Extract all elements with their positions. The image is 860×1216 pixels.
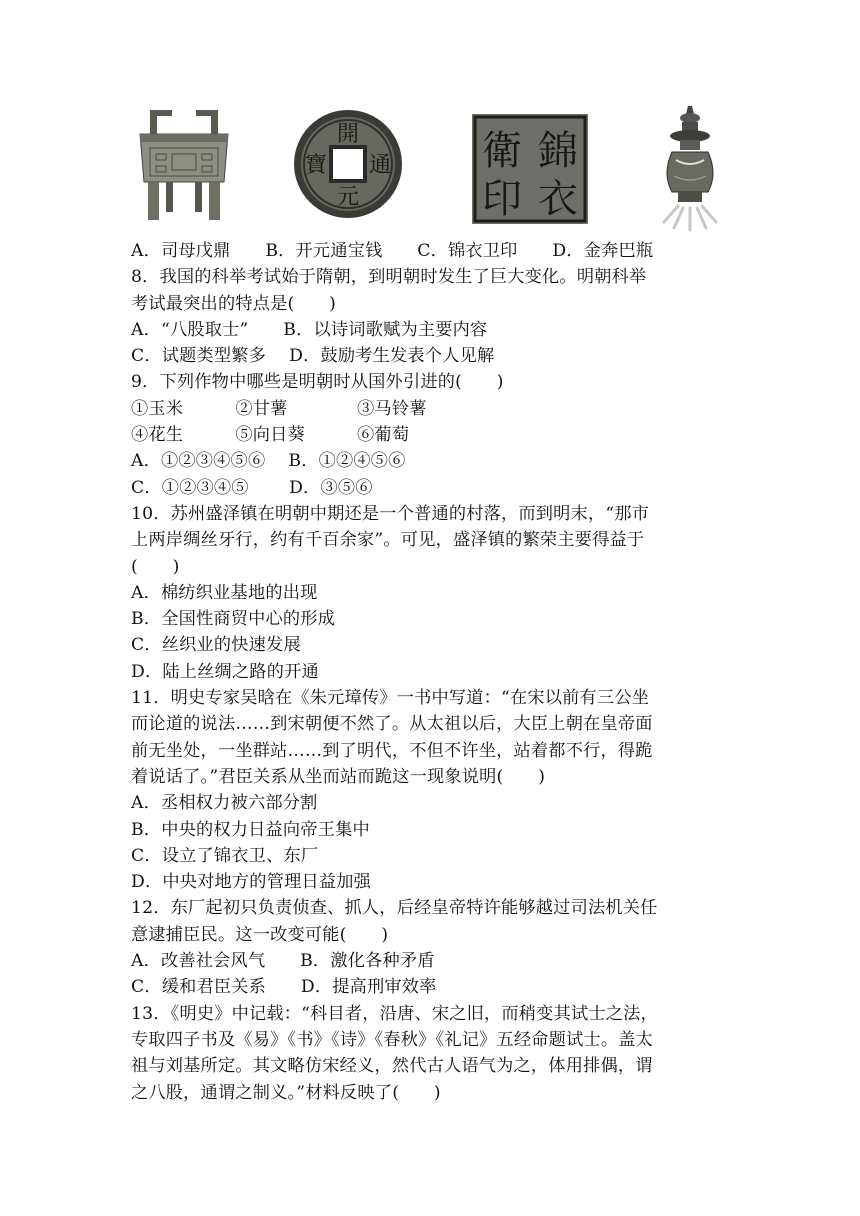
artifact-images [0,104,860,236]
coin-char-top: 開 [336,122,360,147]
text-line: 13．《明史》中记载：“科目者，沿唐、宋之旧，而稍变其试士之法， [131,1003,658,1024]
text-line: 前无坐处，一坐群站……到了明代，不但不许坐，站着都不行，得跪 [131,740,653,761]
text-line: A．丞相权力被六部分割 [131,793,318,814]
text-line: 8．我国的科举考试始于隋朝，到明朝时发生了巨大变化。明朝科举 [131,267,647,288]
kaiyuan-coin-image [292,108,404,220]
text-line: 考试最突出的特点是( ) [131,293,337,314]
text-line: D．中央对地方的管理日益加强 [131,872,372,893]
seal-char-2: 衣 [538,176,578,222]
q7-options: A．司母戊鼎 B．开元通宝钱 C．锦衣卫印 D．金奔巴瓶 [131,241,654,261]
text-line: A．“八股取士” B．以诗词歌赋为主要内容 [131,319,488,340]
text-line: ( ) [131,556,180,577]
seal-char-1: 錦 [538,128,578,174]
text-line: ④花生 ⑤向日葵 ⑥葡萄 [131,425,410,446]
question-text [131,238,731,1106]
question-lines [131,264,731,1106]
seal-char-3: 衛 [482,128,522,174]
text-line: A．棉纺织业基地的出现 [131,582,318,603]
text-line: 11．明史专家吴晗在《朱元璋传》一书中写道：“在宋以前有三公坐 [131,688,650,709]
text-line: B．中央的权力日益向帝王集中 [131,819,370,840]
text-line: 上两岸绸丝牙行，约有千百余家”。可见，盛泽镇的繁荣主要得益于 [131,530,645,551]
text-line: 而论道的说法……到宋朝便不然了。从太祖以后，大臣上朝在皇帝面 [131,714,653,735]
coin-char-left: 寶 [304,153,328,178]
simuwu-ding-image [136,108,232,224]
text-line: A．①②③④⑤⑥ B．①②④⑤⑥ [131,451,406,472]
text-line: D．陆上丝绸之路的开通 [131,661,319,682]
text-line: C．试题类型繁多 D．鼓励考生发表个人见解 [131,346,495,367]
text-line: 10．苏州盛泽镇在明朝中期还是一个普通的村落，而到明末，“那市 [131,503,650,524]
jinbenba-vase-image [652,104,728,232]
coin-char-right: 通 [368,153,392,178]
text-line: 9．下列作物中哪些是明朝时从国外引进的( ) [131,372,504,393]
jinyiwei-seal-image [472,114,588,224]
text-line: 祖与刘基所定。其文略仿宋经义，然代古人语气为之，体用排偶，谓 [131,1056,653,1077]
text-line: 之八股，通谓之制义。”材料反映了( ) [131,1082,441,1103]
text-line: ①玉米 ②甘薯 ③马铃薯 [131,398,427,419]
seal-char-4: 印 [482,176,522,222]
text-line: A．改善社会风气 B．激化各种矛盾 [131,951,435,972]
text-line: B．全国性商贸中心的形成 [131,609,336,630]
text-line: 12．东厂起初只负责侦查、抓人，后经皇帝特许能够越过司法机关任 [131,898,658,919]
text-line: C．①②③④⑤ D．③⑤⑥ [131,477,373,498]
text-line: C．缓和君臣关系 D．提高刑审效率 [131,977,437,998]
text-line: 意逮捕臣民。这一改变可能( ) [131,924,389,945]
text-line: C．丝织业的快速发展 [131,635,301,656]
text-line: 专取四子书及《易》《书》《诗》《春秋》《礼记》五经命题试士。盖太 [131,1029,654,1050]
coin-char-bottom: 元 [336,185,360,210]
text-line: C．设立了锦衣卫、东厂 [131,845,319,866]
text-line: 着说话了。”君臣关系从坐而站而跪这一现象说明( ) [131,766,546,787]
